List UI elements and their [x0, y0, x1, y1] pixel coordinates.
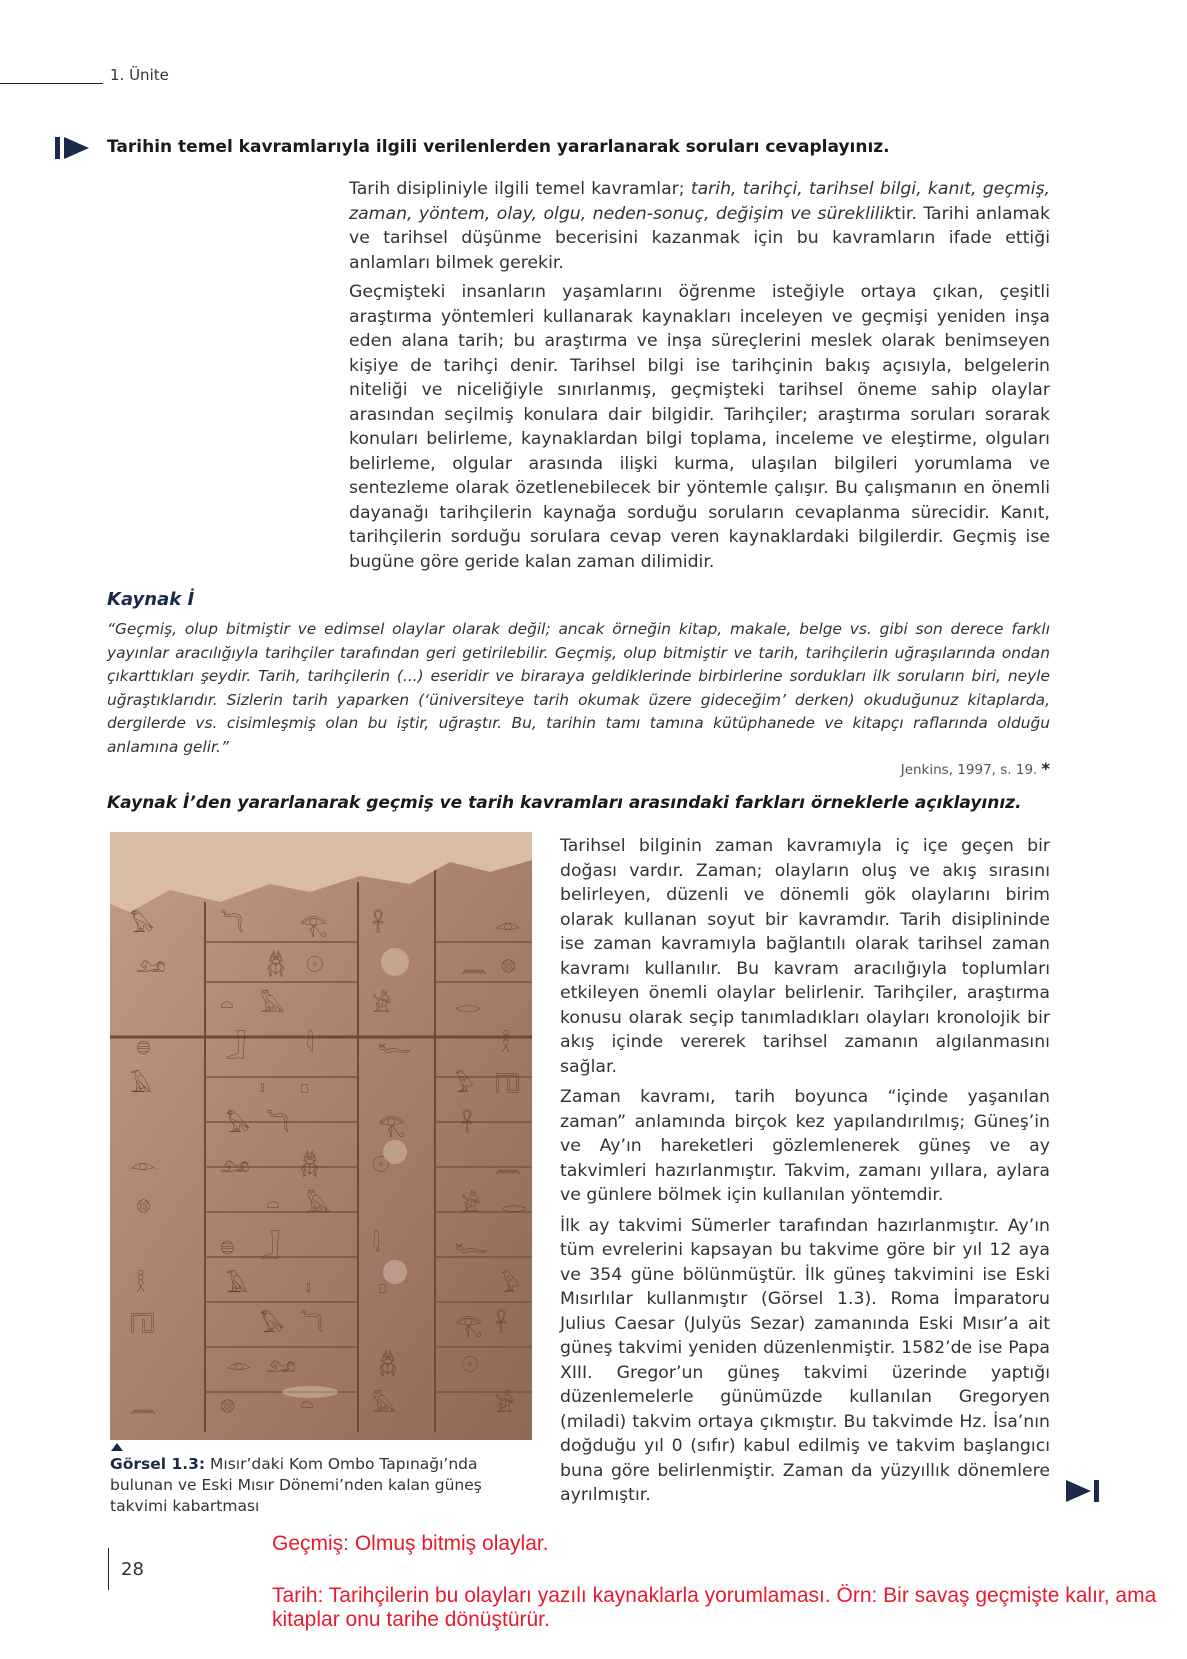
unit-label: 1. Ünite — [110, 66, 169, 84]
hieroglyph-carving: 𓎛 — [501, 1033, 511, 1058]
source-quote: “Geçmiş, olup bitmiştir ve edimsel olaylar olarak değil; ancak örneğin kitap, makale, belge vs. gibi son derece farklı yayınlar aracılığıyla tarihçiler tarafından geri getirilebilir. Geçmiş, olup bitmiştir ve tarih, tarihçilerin uğraşılarında ondan çıkarttıkları şeydir. Tarih, tarihçilerin (...) eseridir ve biraraya geldiklerinde birbirlerine sordukları ilk soruların biri, neyle uğraştıklarıdır. Sizlerin tarih yaparken (‘üniversiteye tarih okumak üzere gideceğim’ derken) okuduğunuz kitaplarda, dergilerde vs. cisimleşmiş olan bu iştir, uğraştır. Bu, tarihin tamı tamına kütüphanede ve kitapçı raflarında olduğu anlamına gelir.” — [107, 620, 1050, 756]
hieroglyph-carving: 𓅱 — [455, 1073, 474, 1098]
citation-asterisk: * — [1041, 759, 1050, 778]
hieroglyph-carving: 𓁹 — [130, 1153, 157, 1178]
hieroglyph-carving: 𓅃 — [260, 1313, 285, 1338]
page-number-rule — [108, 1548, 109, 1590]
hieroglyph-carving: 𓎛 — [136, 1273, 146, 1298]
hieroglyph-carving: 𓆓 — [300, 1313, 324, 1338]
hieroglyph-carving: 𓂀 — [378, 1113, 406, 1138]
citation-text: Jenkins, 1997, s. 19. — [900, 762, 1038, 778]
hieroglyph-carving: 𓀀 — [372, 993, 392, 1018]
task-title: Tarihin temel kavramlarıyla ilgili verilenlerden yararlanarak soruları cevaplayınız. — [107, 137, 890, 157]
hieroglyph-carving: 𓏏 — [220, 993, 234, 1018]
hieroglyph-carving: 𓃀 — [226, 1033, 246, 1058]
figure-caption-text: Mısır’daki Kom Ombo Tapınağı’nda bulunan ve Eski Mısır Dönemi’nden kalan güneş takvimi kabartması — [110, 1455, 482, 1515]
hieroglyph-carving: 𓏤 — [260, 1073, 265, 1098]
hieroglyph-carving: 𓆓 — [266, 1113, 290, 1138]
page-number: 28 — [121, 1559, 144, 1580]
hieroglyph-carving: 𓀀 — [461, 1193, 481, 1218]
body-paragraph-1: Tarihsel bilginin zaman kavramıyla iç içe geçen bir doğası vardır. Zaman; olayların oluş ve akış sırasını belirleyen, düzenli ve dönemli gök olaylarını birim olarak kullanan soyut bir kavramdır. Tarih disiplininde ise zaman kavramıyla bağlantılı olarak tarihsel zaman kavramı kullanılır. Bu kavram aracılığıyla toplumları etkileyen önemli olaylar belirlenir. Tarihçiler, araştırma konusu olarak seçip tanımladıkları olayları kronolojik bir akış içinde vererek tarihsel zamanın algılanmasını sağlar. — [560, 836, 1050, 1077]
task-arrow-icon — [55, 137, 93, 159]
hieroglyph-carving: 𓇳 — [372, 1153, 390, 1178]
hieroglyph-carving: 𓆣 — [266, 953, 286, 978]
hieroglyph-carving: 𓃭 — [136, 953, 166, 978]
hieroglyph-carving: 𓋹 — [372, 913, 385, 938]
hieroglyph-carving: 𓅱 — [501, 1273, 520, 1298]
hieroglyph-carving: 𓃭 — [266, 1353, 296, 1378]
intro-paragraph-2: Geçmişteki insanların yaşamlarını öğrenme isteğiyle ortaya çıkan, çeşitli araştırma yöntemleri kullanarak kaynakları inceleyen ve geçmişi yeniden inşa eden alana tarih; bu araştırma ve inşa süreçlerini meslek olarak benimseyen kişiye de tarihçi denir. Tarihsel bilgi ise tarihçinin bakış açısıyla, belgelerin niteliği ve niceliğiyle sınırlanmış, geçmişteki tarihsel öneme sahip olaylar arasından seçilmiş konulara dair bilgidir. Tarihçiler; araştırma soruları sorarak konuları belirleme, kaynaklardan bilgi toplama, inceleme ve eleştirme, olguları belirleme, olgular arasında ilişki kurma, ulaşılan bilgileri yorumlama ve sentezleme olarak özetlenebilecek bir yöntemle çalışır. Bu çalışmanın en önemli dayanağı tarihçilerin kaynağa sorduğu soruların cevaplanma sürecidir. Kanıt, tarihçilerin sorduğu sorulara cevap veren kaynaklardaki bilgilerdir. Geçmiş ise bugüne göre geride kalan zaman dilimidir. — [349, 282, 1050, 572]
hieroglyph-carving: 𓊪 — [378, 1273, 387, 1298]
hieroglyph-carving: 𓏏 — [300, 1393, 314, 1418]
hieroglyph-carving: 𓈖 — [495, 1153, 522, 1178]
hieroglyph-carving: 𓇋 — [372, 1233, 380, 1258]
figure-label: Görsel 1.3: — [110, 1455, 206, 1473]
kom-ombo-calendar-photo — [110, 832, 532, 1440]
hieroglyph-carving: 𓁹 — [495, 913, 522, 938]
hieroglyph-carving: 𓊖 — [220, 1393, 235, 1418]
hieroglyph-carving: 𓈖 — [461, 953, 488, 978]
answer-note-history: Tarih: Tarihçilerin bu olayları yazılı kaynaklarla yorumlaması. Örn: Bir savaş geçmişte kalır, ama kitaplar onu tarihe dönüştürür. — [272, 1584, 1157, 1631]
calendar-text-column — [560, 834, 1050, 1514]
caption-marker-icon — [111, 1443, 123, 1451]
hieroglyph-carving: 𓊖 — [501, 953, 516, 978]
hieroglyph-carving: 𓅓 — [260, 993, 285, 1018]
section-end-arrow-icon — [1064, 1480, 1102, 1502]
intro-text — [349, 177, 1050, 574]
hieroglyph-carving: 𓆣 — [300, 1153, 320, 1178]
hieroglyph-carving: 𓅓 — [306, 1193, 331, 1218]
hieroglyph-carving: 𓂀 — [300, 913, 328, 938]
hieroglyph-carving: 𓆑 — [455, 1233, 489, 1258]
hieroglyph-carving: 𓉔 — [130, 1313, 155, 1338]
body-paragraph-2: Zaman kavramı, tarih boyunca “içinde yaşanılan zaman” anlamında birçok kez yapılandırılmış; Güneş’in ve Ay’ın hareketleri gözlemlenerek güneş ve ay takvimleri hazırlanmıştır. Takvim, zamanı yıllara, aylara ve günlere bölmek için kullanılan yöntemdir. — [560, 1087, 1050, 1205]
intro-p1-tail: tir. Tarihi anlamak ve tarihsel düşünme becerisini kazanmak için bu kavramların ifade ettiği anlamları bilmek gerekir. — [349, 203, 1050, 273]
hieroglyph-carving: 𓆣 — [378, 1353, 398, 1378]
hieroglyph-carving: 𓋹 — [461, 1113, 474, 1138]
hieroglyph-carving: 𓂀 — [455, 1313, 483, 1338]
hieroglyph-carving: 𓅓 — [372, 1393, 397, 1418]
intro-p1-lead: Tarih disipliniyle ilgili temel kavramlar; — [349, 179, 691, 199]
hieroglyph-carving: 𓏤 — [306, 1273, 311, 1298]
hieroglyph-carving: 𓐍 — [220, 1233, 235, 1258]
hieroglyph-carving: 𓏏 — [266, 1193, 280, 1218]
hieroglyph-carving: 𓄿 — [226, 1273, 248, 1298]
hieroglyph-carving: 𓅃 — [130, 913, 155, 938]
hieroglyph-carving: 𓂋 — [455, 993, 481, 1018]
answer-note-past: Geçmiş: Olmuş bitmiş olaylar. — [272, 1532, 549, 1555]
body-paragraph-3: İlk ay takvimi Sümerler tarafından hazırlanmıştır. Ay’ın tüm evrelerini kapsayan bu takvime göre bir yıl 12 aya ve 354 güne bölünmüştür. İlk güneş takvimini ise Eski Mısırlılar kullanmıştır (Görsel 1.3). Roma İmparatoru Julius Caesar (Julyüs Sezar) zamanında Eski Mısır’a ait güneş takvimi yeniden düzenlenmiştir. 1582’de ise Papa XIII. Gregor’un güneş takvimi üzerinde yaptığı düzenlemelerle günümüzde kullanılan Gregoryen (miladi) takvim ortaya çıkmıştır. Bu takvimde Hz. İsa’nın doğduğu yıl 0 (sıfır) kabul edilmiş ve takvim başlangıcı buna göre belirlenmiştir. Zaman da yüzyıllık dönemlere ayrılmıştır. — [560, 1215, 1050, 1505]
hieroglyph-carving: 𓐍 — [136, 1033, 151, 1058]
hieroglyph-carving: 𓄿 — [130, 1073, 152, 1098]
hieroglyph-carving: 𓈖 — [130, 1393, 157, 1418]
hieroglyph-carving: 𓇳 — [306, 953, 324, 978]
hieroglyph-carving: 𓃭 — [220, 1153, 250, 1178]
question-text: Kaynak İ’den yararlanarak geçmiş ve tarih kavramları arasındaki farkları örneklerle açıklayınız. — [107, 793, 1022, 813]
intro-paragraph-1 — [349, 177, 1050, 275]
hieroglyph-carving: 𓁹 — [226, 1353, 253, 1378]
hieroglyph-carving: 𓂋 — [501, 1193, 527, 1218]
hieroglyph-carving: 𓆓 — [220, 913, 244, 938]
source-title: Kaynak İ — [107, 589, 195, 610]
hieroglyph-carving: 𓃀 — [260, 1233, 280, 1258]
figure-caption — [110, 1454, 510, 1517]
hieroglyph-carving: 𓇳 — [461, 1353, 479, 1378]
hieroglyph-carving: 𓉔 — [495, 1073, 520, 1098]
hieroglyph-carving: 𓆑 — [378, 1033, 412, 1058]
hieroglyph-carving: 𓅃 — [226, 1113, 251, 1138]
hieroglyph-carving: 𓊪 — [300, 1073, 309, 1098]
source-citation — [880, 759, 1050, 778]
intro-p1-concepts: tarih, tarihçi, tarihsel bilgi, kanıt, geçmiş, zaman, yöntem, olay, olgu, neden-sonuç, değişim ve süreklilik — [349, 179, 1050, 224]
hieroglyph-carving: 𓀀 — [495, 1393, 515, 1418]
header-rule — [0, 83, 103, 84]
hieroglyph-carving: 𓊖 — [136, 1193, 151, 1218]
hieroglyph-carving: 𓇋 — [306, 1033, 314, 1058]
hieroglyph-carving: 𓋹 — [495, 1313, 508, 1338]
